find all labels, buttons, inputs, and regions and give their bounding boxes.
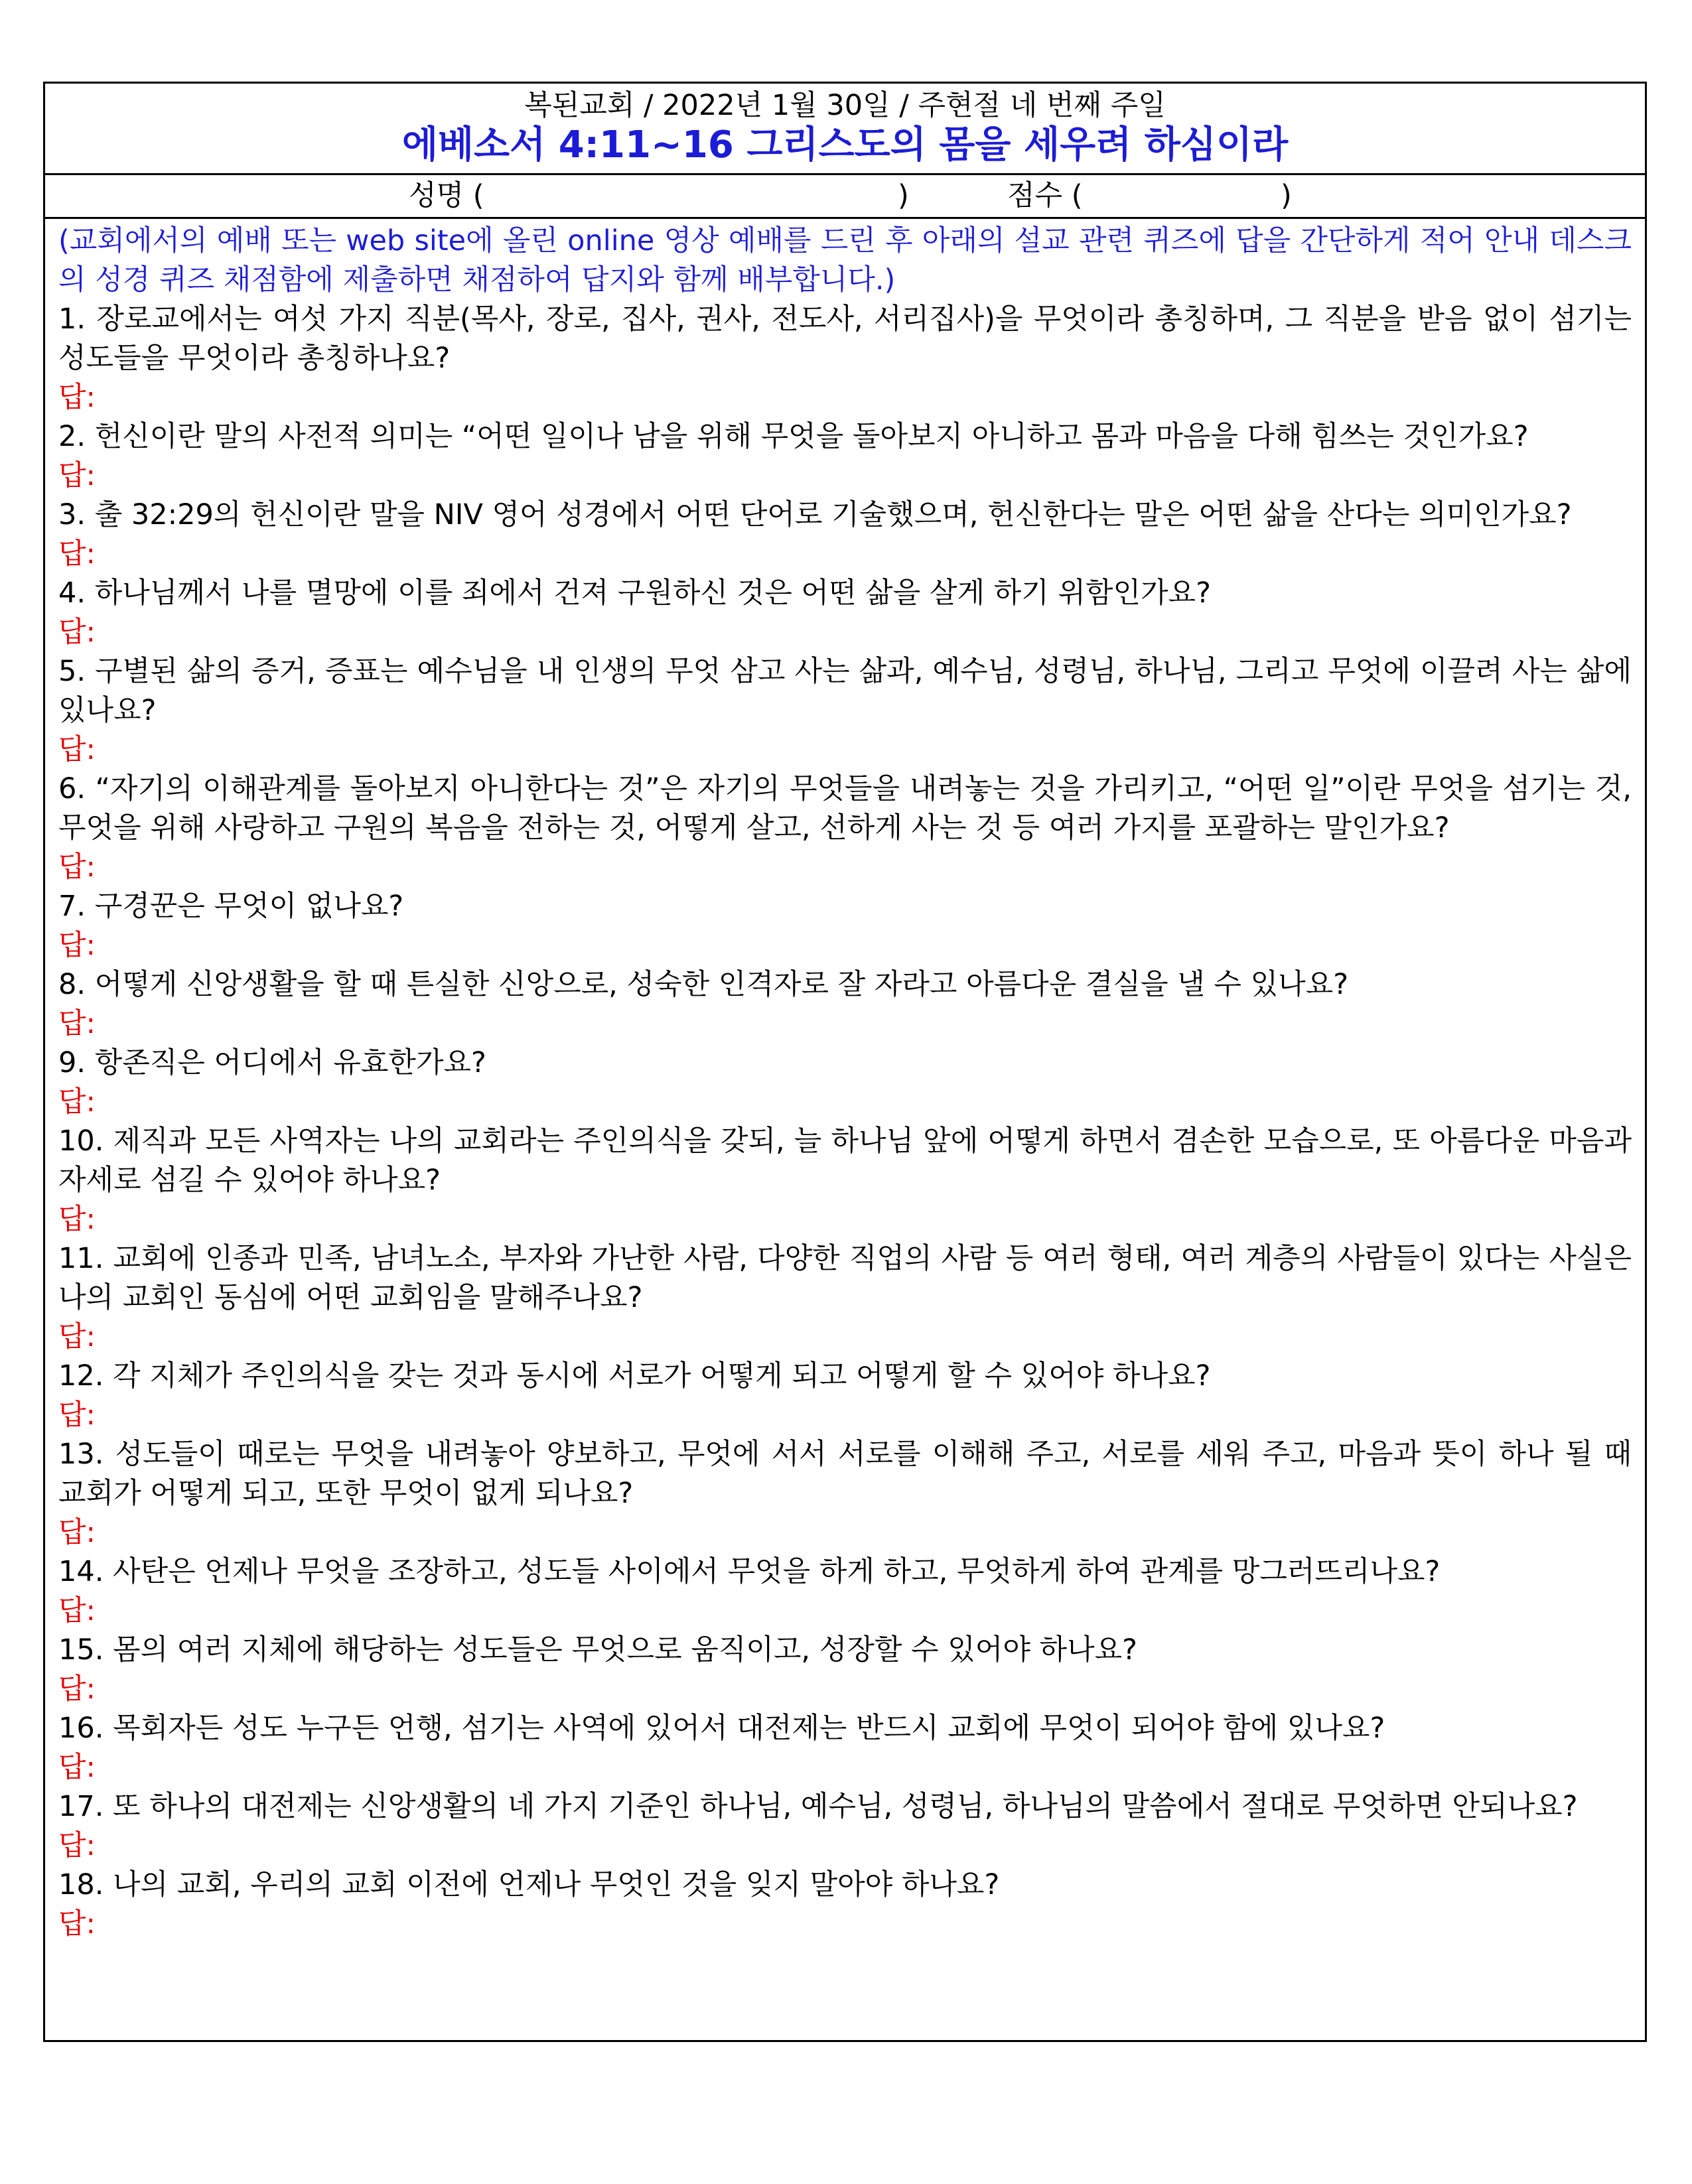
question-14: 14. 사탄은 언제나 무엇을 조장하고, 성도들 사이에서 무엇을 하게 하고, 무엇하게 하여 관계를 망그러뜨리나요?	[58, 1555, 1441, 1588]
answer-label-8: 답:	[58, 1007, 96, 1040]
question-5: 5. 구별된 삶의 증거, 증표는 예수님을 내 인생의 무엇 삼고 사는 삶과, 예수님, 성령님, 하나님, 그리고 무엇에 이끌려 사는 삶에 있나요?	[58, 655, 1632, 727]
question-6: 6. “자기의 이해관계를 돌아보지 아니한다는 것”은 자기의 무엇들을 내려놓는 것을 가리키고, “어떤 일”이란 무엇을 섬기는 것, 무엇을 위해 사랑하고 구원의 복음을 전하는 것, 어떻게 살고, 선하게 사는 것 등 여러 가지를 포괄하는 말인가요?	[58, 772, 1632, 845]
instruction-text: (교회에서의 예배 또는 web site에 올린 online 영상 예배를 드린 후 아래의 설교 관련 퀴즈에 답을 간단하게 적어 안내 데스크의 성경 퀴즈 채점함에 제출하면 채점하여 답지와 함께 배부합니다.)	[58, 224, 1632, 297]
question-16: 16. 목회자든 성도 누구든 언행, 섬기는 사역에 있어서 대전제는 반드시 교회에 무엇이 되어야 함에 있나요?	[58, 1712, 1385, 1745]
answer-label-6: 답:	[58, 851, 96, 884]
question-2: 2. 헌신이란 말의 사전적 의미는 “어떤 일이나 남을 위해 무엇을 돌아보지 아니하고 몸과 마음을 다해 힘쓰는 것인가요?	[58, 420, 1529, 453]
answer-label-2: 답:	[58, 459, 96, 492]
score-field-close: )	[1281, 179, 1292, 212]
answer-label-17: 답:	[58, 1829, 96, 1862]
answer-label-7: 답:	[58, 929, 96, 962]
answer-label-4: 답:	[58, 616, 96, 649]
name-score-row	[45, 175, 1645, 219]
question-15: 15. 몸의 여러 지체에 해당하는 성도들은 무엇으로 움직이고, 성장할 수 있어야 하나요?	[58, 1633, 1137, 1667]
question-8: 8. 어떻게 신앙생활을 할 때 튼실한 신앙으로, 성숙한 인격자로 잘 자라고 아름다운 결실을 낼 수 있나요?	[58, 968, 1349, 1001]
answer-label-14: 답:	[58, 1594, 96, 1627]
name-field-close: )	[898, 179, 909, 212]
church-date-line: 복된교회 / 2022년 1월 30일 / 주현절 네 번째 주일	[524, 89, 1166, 122]
answer-label-1: 답:	[58, 381, 96, 414]
answer-label-16: 답:	[58, 1751, 96, 1784]
question-10: 10. 제직과 모든 사역자는 나의 교회라는 주인의식을 갖되, 늘 하나님 앞에 어떻게 하면서 겸손한 모습으로, 또 아름다운 마음과 자세로 섬길 수 있어야 하나요?	[58, 1125, 1632, 1197]
sermon-title: 에베소서 4:11~16 그리스도의 몸을 세우려 하심이라	[401, 123, 1289, 167]
answer-label-15: 답:	[58, 1672, 96, 1706]
answer-label-13: 답:	[58, 1516, 96, 1549]
question-9: 9. 항존직은 어디에서 유효한가요?	[58, 1046, 486, 1079]
answer-label-10: 답:	[58, 1203, 96, 1236]
question-4: 4. 하나님께서 나를 멸망에 이를 죄에서 건져 구원하신 것은 어떤 삶을 살게 하기 위함인가요?	[58, 577, 1211, 610]
header	[45, 84, 1645, 175]
quiz-body	[45, 219, 1645, 1944]
question-17: 17. 또 하나의 대전제는 신앙생활의 네 가지 기준인 하나님, 예수님, 성령님, 하나님의 말씀에서 절대로 무엇하면 안되나요?	[58, 1790, 1578, 1823]
answer-label-11: 답:	[58, 1320, 96, 1353]
question-12: 12. 각 지체가 주인의식을 갖는 것과 동시에 서로가 어떻게 되고 어떻게 할 수 있어야 하나요?	[58, 1359, 1211, 1393]
answer-label-9: 답:	[58, 1085, 96, 1119]
answer-label-5: 답:	[58, 733, 96, 766]
score-label: 점수 (	[1007, 179, 1083, 212]
question-7: 7. 구경꾼은 무엇이 없나요?	[58, 890, 404, 923]
question-18: 18. 나의 교회, 우리의 교회 이전에 언제나 무엇인 것을 잊지 말아야 하나요?	[58, 1868, 1000, 1901]
quiz-sheet	[43, 82, 1647, 2042]
question-11: 11. 교회에 인종과 민족, 남녀노소, 부자와 가난한 사람, 다양한 직업의 사람 등 여러 형태, 여러 계층의 사람들이 있다는 사실은 나의 교회인 동심에 어떤 교회임을 말해주나요?	[58, 1242, 1632, 1314]
answer-label-18: 답:	[58, 1907, 96, 1941]
question-13: 13. 성도들이 때로는 무엇을 내려놓아 양보하고, 무엇에 서서 서로를 이해해 주고, 서로를 세워 주고, 마음과 뜻이 하나 될 때 교회가 어떻게 되고, 또한 무엇이 없게 되나요?	[58, 1438, 1632, 1510]
answer-label-3: 답:	[58, 537, 96, 571]
question-list	[58, 300, 1632, 1944]
name-label: 성명 (	[409, 179, 484, 212]
question-1: 1. 장로교에서는 여섯 가지 직분(목사, 장로, 집사, 권사, 전도사, 서리집사)을 무엇이라 총칭하며, 그 직분을 받음 없이 섬기는 성도들을 무엇이라 총칭하나요?	[58, 303, 1632, 375]
answer-label-12: 답:	[58, 1399, 96, 1432]
question-3: 3. 출 32:29의 헌신이란 말을 NIV 영어 성경에서 어떤 단어로 기술했으며, 헌신한다는 말은 어떤 삶을 산다는 의미인가요?	[58, 498, 1572, 531]
